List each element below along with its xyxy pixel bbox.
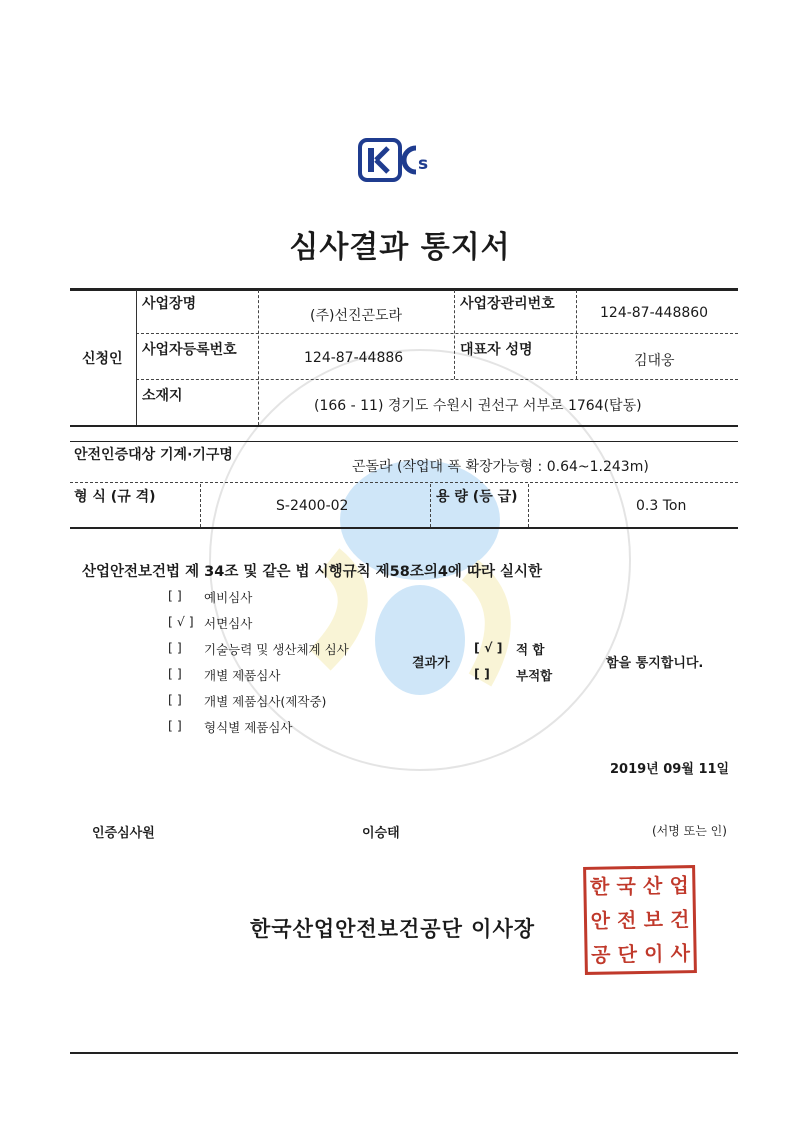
- business-name-value: (주)선진곤도라: [310, 308, 403, 324]
- row-divider: [136, 379, 738, 380]
- exam-type-label: 개별 제품심사: [204, 668, 281, 683]
- result-label-pass: 적 합: [516, 642, 545, 657]
- rep-name-value: 김대웅: [634, 353, 675, 369]
- seal-char: 국: [616, 874, 637, 899]
- kcs-logo: [358, 136, 438, 184]
- intro-text: 산업안전보건법 제 34조 및 같은 법 시행규칙 제58조의4에 따라 실시한: [82, 564, 543, 580]
- checkbox-mark: [ ]: [168, 692, 182, 707]
- mgmt-no-label: 사업장관리번호: [460, 296, 555, 312]
- machine-label: 안전인증대상 기계·기구명: [74, 447, 233, 463]
- model-value: S-2400-02: [276, 498, 349, 514]
- col-divider: [136, 290, 137, 425]
- row-divider: [136, 333, 738, 334]
- seal-char: 보: [643, 907, 664, 932]
- exam-type-label: 예비심사: [204, 590, 253, 605]
- table-top-border: [70, 288, 738, 291]
- result-label: 결과가: [412, 656, 450, 671]
- reg-no-label: 사업자등록번호: [142, 342, 237, 358]
- checkbox-mark: [ ]: [168, 588, 182, 603]
- exam-type-label: 형식별 제품심사: [204, 720, 293, 735]
- issuer-title: 한국산업안전보건공단 이사장: [250, 917, 536, 941]
- seal-char: 산: [642, 873, 663, 898]
- footer-rule: [70, 1052, 738, 1054]
- examiner-name: 이승태: [362, 826, 400, 841]
- col-divider: [454, 290, 455, 379]
- rep-name-label: 대표자 성명: [460, 342, 533, 358]
- checkbox-mark: [ ]: [168, 666, 182, 681]
- reg-no-value: 124-87-44886: [304, 350, 404, 366]
- model-label: 형 식 (규 격): [74, 489, 156, 505]
- seal-char: 안: [590, 908, 611, 933]
- seal-char: 사: [670, 941, 691, 966]
- applicant-label: 신청인: [82, 351, 123, 367]
- capacity-label: 용 량 (등 급): [436, 489, 518, 505]
- address-label: 소재지: [142, 388, 183, 404]
- col-divider: [258, 290, 259, 425]
- seal-char: 전: [616, 908, 637, 933]
- checkbox-mark: [ √ ]: [168, 614, 194, 629]
- page-title: 심사결과 통지서: [289, 230, 511, 265]
- checkbox-mark: [ ]: [168, 640, 182, 655]
- table-section-border: [70, 425, 738, 427]
- exam-type-label: 기술능력 및 생산체계 심사: [204, 642, 349, 657]
- seal-char: 이: [643, 941, 664, 966]
- result-checkbox-mark: [ ]: [474, 666, 490, 681]
- signature-hint: (서명 또는 인): [652, 824, 727, 838]
- table-section-border: [70, 441, 738, 442]
- table-bottom-border: [70, 527, 738, 529]
- mgmt-no-value: 124-87-448860: [600, 305, 709, 321]
- checkbox-mark: [ ]: [168, 718, 182, 733]
- machine-value: 곤돌라 (작업대 폭 확장가능형 : 0.64~1.243m): [352, 459, 649, 475]
- col-divider: [200, 484, 201, 527]
- address-value: (166 - 11) 경기도 수원시 권선구 서부로 1764(탑동): [314, 398, 642, 414]
- business-name-label: 사업장명: [142, 296, 197, 312]
- notice-text: 함을 통지합니다.: [606, 656, 704, 671]
- seal-char: 한: [589, 874, 610, 899]
- seal-char: 단: [617, 942, 638, 967]
- exam-type-label: 개별 제품심사(제작중): [204, 694, 327, 709]
- col-divider: [576, 290, 577, 379]
- row-divider: [70, 482, 738, 483]
- capacity-value: 0.3 Ton: [636, 498, 687, 514]
- issue-date: 2019년 09월 11일: [610, 762, 730, 777]
- col-divider: [430, 484, 431, 527]
- examiner-label: 인증심사원: [92, 826, 155, 841]
- result-label-fail: 부적합: [516, 668, 553, 683]
- seal-char: 건: [669, 907, 690, 932]
- seal-char: 업: [669, 873, 690, 898]
- seal-char: 공: [590, 942, 611, 967]
- kcs-suffix: s: [418, 154, 429, 174]
- official-seal: [583, 865, 697, 975]
- result-checkbox-mark: [ √ ]: [474, 640, 503, 655]
- col-divider: [528, 484, 529, 527]
- exam-type-label: 서면심사: [204, 616, 253, 631]
